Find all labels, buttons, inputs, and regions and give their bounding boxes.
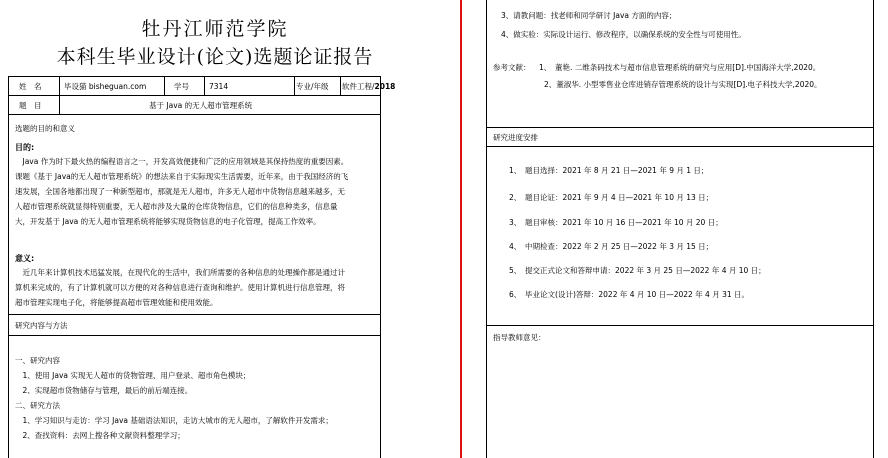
schedule-item: 1、 题目选择：2021 年 8 月 21 日—2021 年 9 月 1 日； xyxy=(509,166,709,175)
schedule-body xyxy=(486,146,874,326)
goal-label: 目的: xyxy=(15,143,35,152)
method-line-3: 3、请教问题：找老师和同学研讨 Java 方面的内容； xyxy=(501,11,677,20)
content-heading-row xyxy=(8,314,381,336)
reference-2: 2、董淑华. 小型零售业仓库进销存管理系统的设计与实现[D].电子科技大学,2020。 xyxy=(544,80,822,89)
schedule-item: 5、 提交正式论文和答辩申请：2022 年 3 月 25 日—2022 年 4 月 10 日； xyxy=(509,266,766,275)
advisor-label: 指导教师意见： xyxy=(493,333,546,342)
content-line: 1、学习知识与走访：学习 Java 基础语法知识，走访大城市的无人超市，了解软件开发需求； xyxy=(15,416,333,425)
info-row-2 xyxy=(8,95,381,115)
content-line: 2、查找资料：去网上搜各种文献资料整理学习； xyxy=(15,431,185,440)
school-name: 牡丹江师范学院 xyxy=(141,18,289,40)
content-line: 1、使用 Java 实现无人超市的货物管理、用户登录、超市角色模块； xyxy=(15,371,251,380)
advisor-section xyxy=(486,325,874,458)
schedule-item: 4、 中期检查：2022 年 2 月 25 日—2022 年 3 月 15 日； xyxy=(509,242,714,251)
topic-label: 题 目 xyxy=(19,101,42,110)
report-title: 本科生毕业设计(论文)选题论证报告 xyxy=(56,46,374,68)
info-row-1 xyxy=(8,76,396,96)
purpose-section xyxy=(8,114,381,315)
meaning-label: 意义: xyxy=(15,254,35,263)
page-divider xyxy=(460,0,462,458)
id-label: 学号 xyxy=(174,82,189,91)
name-label: 姓 名 xyxy=(19,82,42,91)
references-label: 参考文献： xyxy=(493,63,531,72)
content-line: 2、实现超市货物储存与管理，最后的前后端连接。 xyxy=(15,386,193,395)
schedule-heading-row xyxy=(486,127,874,147)
topic-value: 基于 Java 的无人超市管理系统 xyxy=(149,101,253,110)
goal-text: Java 作为时下最火热的编程语言之一，开发高效便捷和广泛的应用领域是其保持热度的重要因素。 课题《基于 Java的无人超市管理系统》的想法来自于实际现实生活需要，近年来，由于我国经济的飞 速发展，全国各地都出现了一种新型超市，那就是无人超市，许多无人超市中货物信息越来越多，无 人超市管理系统就显得特别重要，无人超市涉及大量的仓库货物信息，它们的信息种类多，信息量 大，开发基于 Java 的无人超市管理系统将能够实现货物信息的电子化管理，提高工作效率。 xyxy=(15,157,349,226)
name-value: 毕设猫 bisheguan.com xyxy=(64,82,147,91)
schedule-item: 3、 题目审核：2021 年 10 月 16 日—2021 年 10 月 20 日； xyxy=(509,218,723,227)
major-label: 专业/年级 xyxy=(296,82,329,91)
content-heading: 研究内容与方法 xyxy=(15,321,68,330)
meaning-text: 近几年来计算机技术迅猛发展，在现代化的生活中，我们所需要的各种信息的处理操作都是通过计 算机来完成的，有了计算机就可以方便的对各种信息进行查询和维护。使用计算机进行信息管理，将 超市管理实现电子化，将能够提高超市管理效能和使用效能。 xyxy=(15,268,345,307)
method-line-4: 4、做实验：实际设计运行、修改程序，以确保系统的安全性与可使用性。 xyxy=(501,30,746,39)
major-value: 软件工程/2018 xyxy=(342,82,396,91)
schedule-item: 6、 毕业论文(设计)答辩：2022 年 4 月 10 日—2022 年 4 月 31 日。 xyxy=(509,290,750,299)
content-line: 二、研究方法 xyxy=(15,401,60,410)
reference-1: 1、 董艳. 二维条码技术与超市信息管理系统的研究与应用[D].中国海洋大学,2020。 xyxy=(539,63,821,72)
right-top-block xyxy=(486,0,874,128)
purpose-heading: 选题的目的和意义 xyxy=(15,124,75,133)
schedule-item: 2、 题目论证：2021 年 9 月 4 日—2021 年 10 月 13 日； xyxy=(509,193,714,202)
content-body xyxy=(8,335,381,458)
schedule-heading: 研究进度安排 xyxy=(493,133,538,142)
id-value: 7314 xyxy=(209,82,229,91)
content-line: 一、研究内容 xyxy=(15,356,60,365)
